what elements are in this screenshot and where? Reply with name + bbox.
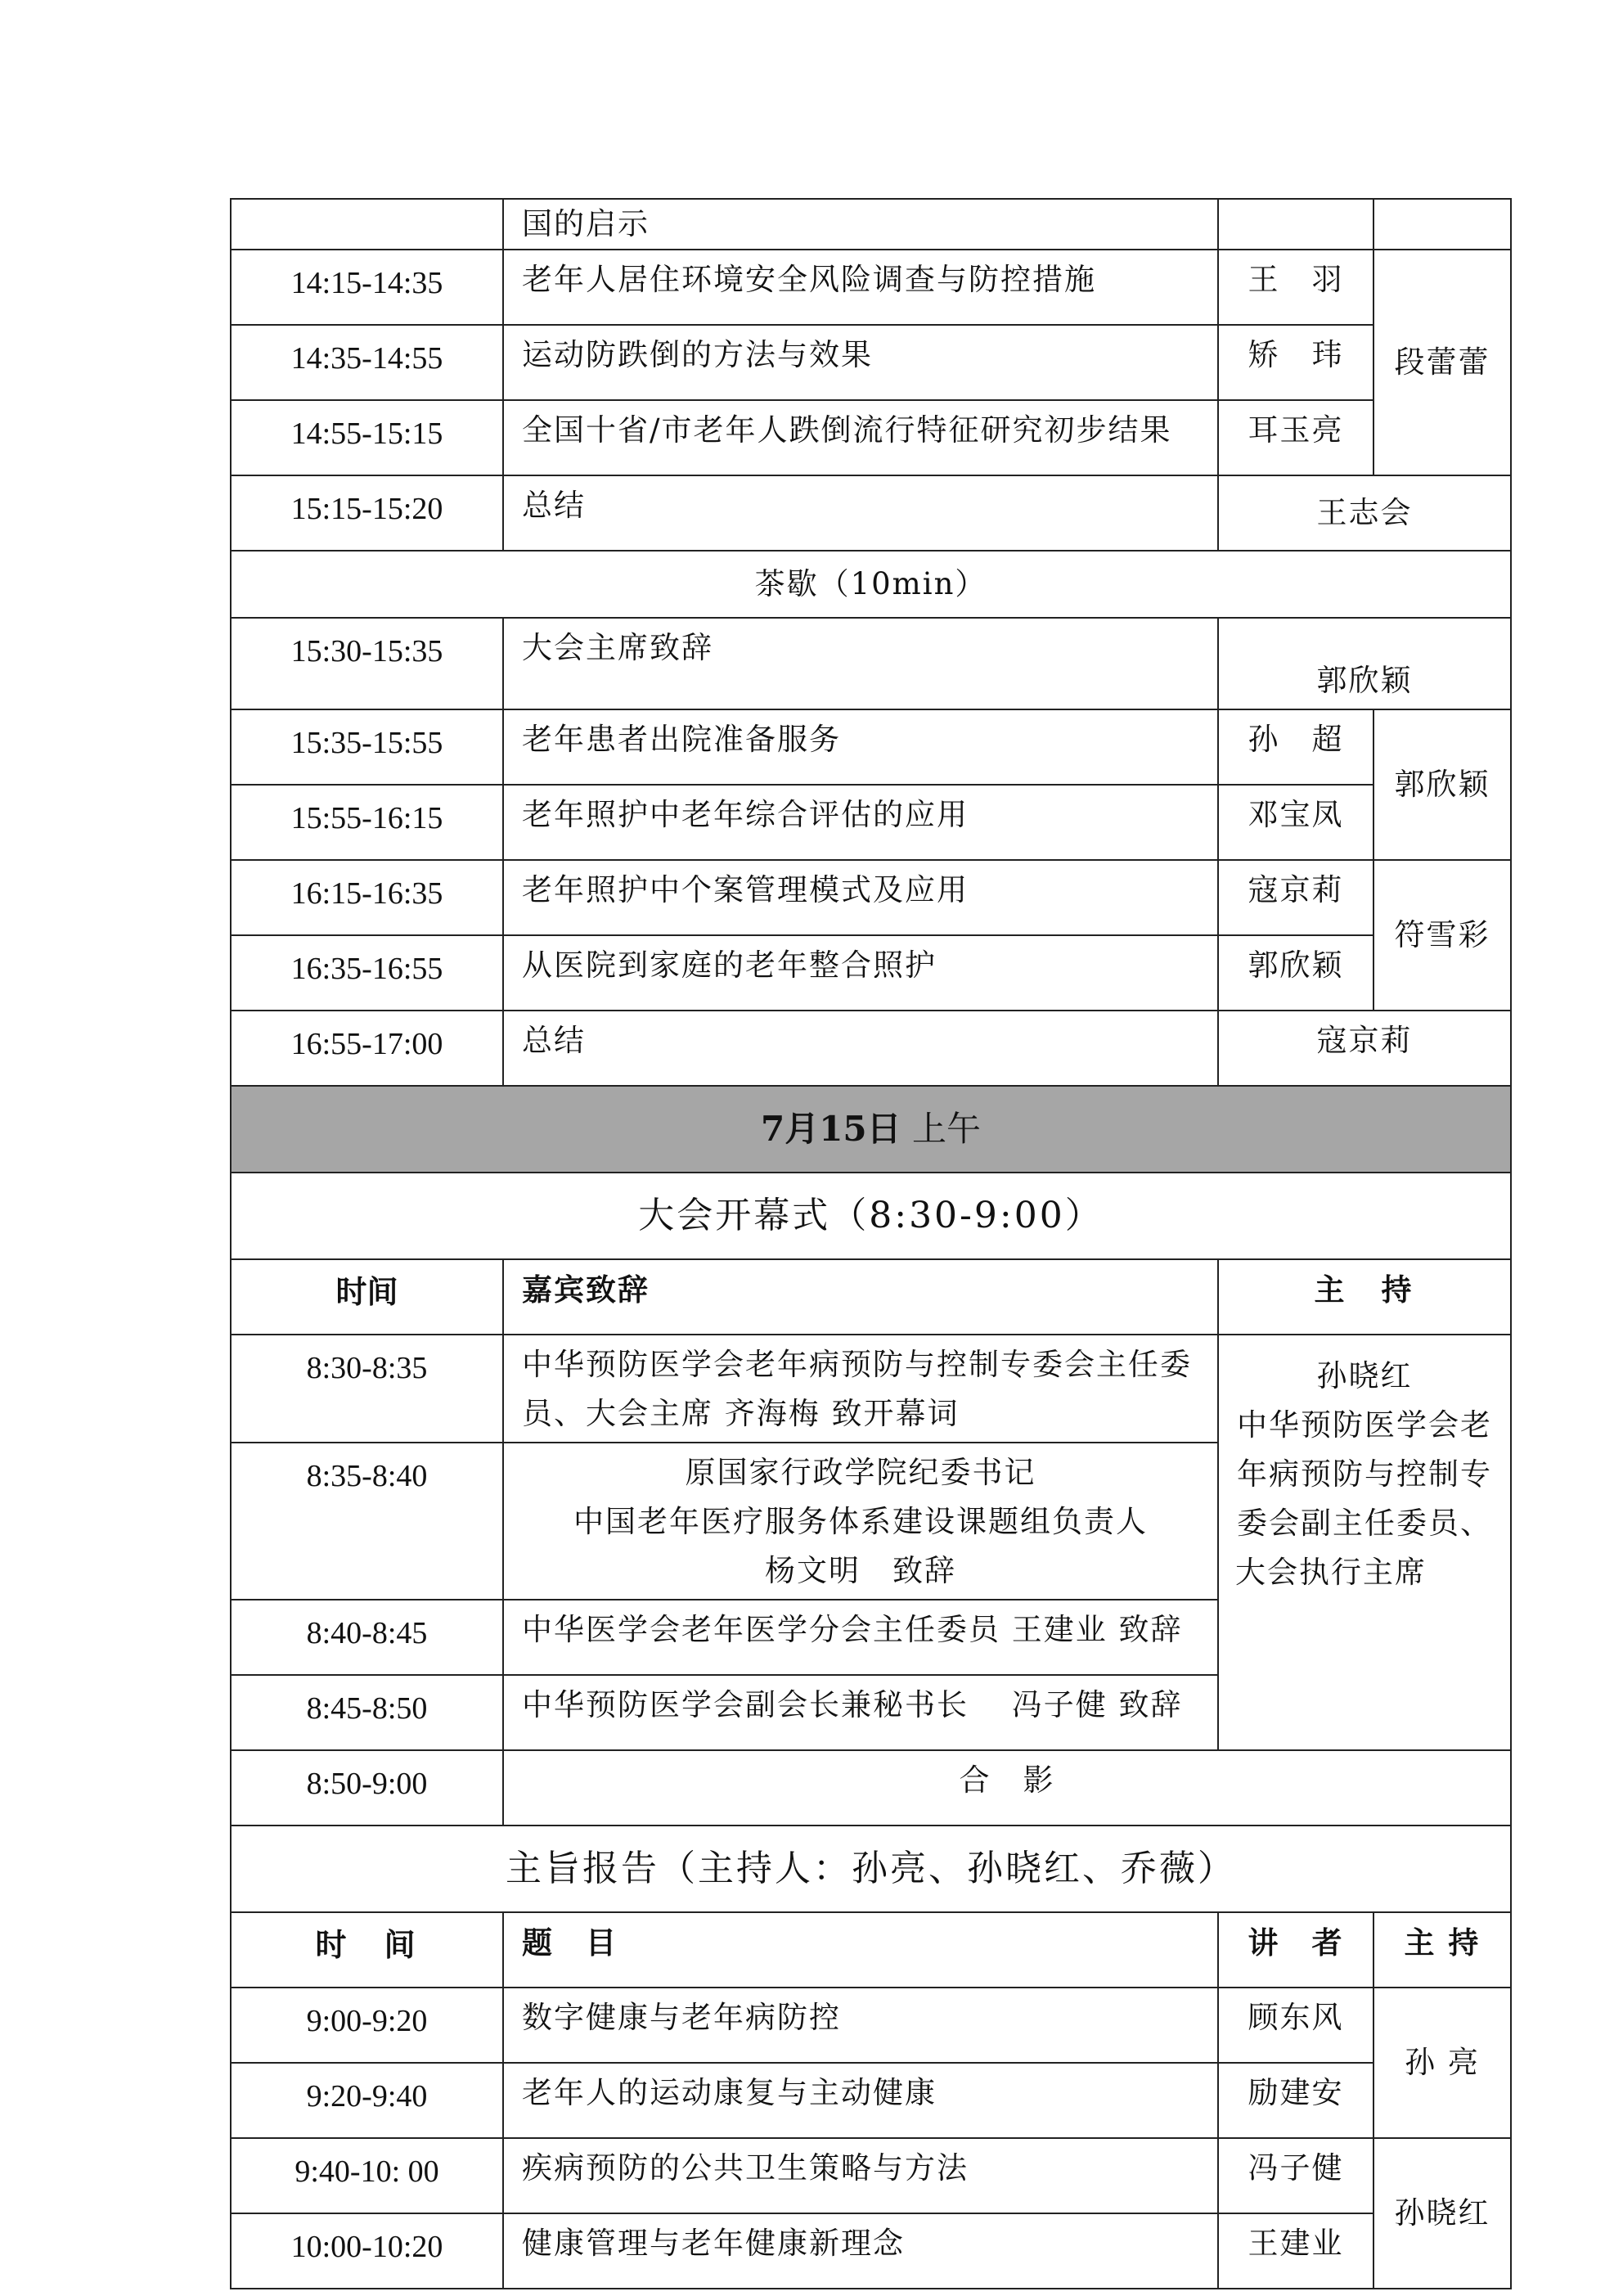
table-row: [231, 618, 1511, 709]
host-cell: 寇京莉: [1218, 1011, 1511, 1086]
col-header-time: 时 间: [231, 1912, 503, 1988]
topic-cell: 老年人的运动康复与主动健康: [503, 2063, 1218, 2138]
speaker-cell: 孙 超: [1218, 709, 1373, 785]
photo-cell: 合 影: [503, 1750, 1511, 1826]
speaker-cell: 矫 玮: [1218, 325, 1373, 400]
header-row: [231, 1912, 1511, 1988]
table-row: [231, 400, 1511, 475]
time-cell: 15:15-15:20: [231, 475, 503, 551]
time-cell: 14:35-14:55: [231, 325, 503, 400]
col-header-topic: 题 目: [503, 1912, 1218, 1988]
time-cell: 14:15-14:35: [231, 250, 503, 325]
opening-host-cell: [1218, 1335, 1511, 1750]
topic-cell: 总结: [503, 475, 1218, 551]
host-line: 孙晓红: [1316, 1358, 1413, 1393]
host-cell: 郭欣颖: [1218, 618, 1511, 709]
time-cell: 9:00-9:20: [231, 1988, 503, 2063]
host-cell: [1373, 199, 1511, 250]
tea-break: 茶歇（10min）: [231, 551, 1511, 618]
speech-line: 杨文明 致辞: [765, 1553, 956, 1588]
topic-cell: 老年患者出院准备服务: [503, 709, 1218, 785]
col-header-speech: 嘉宾致辞: [503, 1259, 1218, 1335]
time-cell: 16:55-17:00: [231, 1011, 503, 1086]
topic-cell: 大会主席致辞: [503, 618, 1218, 709]
speaker-cell: 寇京莉: [1218, 860, 1373, 935]
time-cell: [231, 199, 503, 250]
host-cell: 孙 亮: [1373, 1988, 1511, 2138]
table-row: [231, 1011, 1511, 1086]
table-row: [231, 1750, 1511, 1826]
table-row: [231, 1335, 1511, 1443]
time-cell: 8:45-8:50: [231, 1675, 503, 1750]
time-cell: 9:20-9:40: [231, 2063, 503, 2138]
topic-cell: 老年人居住环境安全风险调查与防控措施: [503, 250, 1218, 325]
host-line: 年病预防与控制专: [1237, 1456, 1492, 1492]
speaker-cell: 郭欣颖: [1218, 935, 1373, 1011]
table-row: [231, 250, 1511, 325]
host-line: 大会执行主席: [1235, 1555, 1427, 1590]
speaker-cell: 邓宝凤: [1218, 785, 1373, 860]
time-cell: 8:30-8:35: [231, 1335, 503, 1443]
table-row: [231, 935, 1511, 1011]
schedule-document: [230, 198, 1510, 2289]
time-cell: 15:55-16:15: [231, 785, 503, 860]
day-date: 7月15日: [760, 1109, 901, 1149]
host-cell: 符雪彩: [1373, 860, 1511, 1011]
table-row: [231, 709, 1511, 785]
speaker-cell: 顾东风: [1218, 1988, 1373, 2063]
day-heading: [231, 1086, 1511, 1173]
topic-cell: 数字健康与老年病防控: [503, 1988, 1218, 2063]
host-cell: 孙晓红: [1373, 2138, 1511, 2289]
time-cell: 15:30-15:35: [231, 618, 503, 709]
table-row: [231, 860, 1511, 935]
time-cell: 16:15-16:35: [231, 860, 503, 935]
table-row: [231, 475, 1511, 551]
speech-cell: 中华预防医学会副会长兼秘书长 冯子健 致辞: [503, 1675, 1218, 1750]
time-cell: 8:40-8:45: [231, 1600, 503, 1675]
time-cell: 8:50-9:00: [231, 1750, 503, 1826]
time-cell: 10:00-10:20: [231, 2213, 503, 2289]
time-cell: 14:55-15:15: [231, 400, 503, 475]
topic-cell: 总结: [503, 1011, 1218, 1086]
col-header-host: 主 持: [1218, 1259, 1511, 1335]
topic-cell: 运动防跌倒的方法与效果: [503, 325, 1218, 400]
topic-cell: 老年照护中老年综合评估的应用: [503, 785, 1218, 860]
time-cell: 9:40-10: 00: [231, 2138, 503, 2213]
topic-cell: 从医院到家庭的老年整合照护: [503, 935, 1218, 1011]
speech-line: 原国家行政学院纪委书记: [685, 1455, 1036, 1490]
day-period: 上午: [901, 1109, 982, 1149]
speech-cell: [503, 1335, 1218, 1443]
opening-title: 大会开幕式（8:30-9:00）: [231, 1173, 1511, 1259]
topic-cell: 疾病预防的公共卫生策略与方法: [503, 2138, 1218, 2213]
table-row: [231, 2213, 1511, 2289]
speaker-cell: 王建业: [1218, 2213, 1373, 2289]
speech-line: 员、大会主席 齐海梅 致开幕词: [522, 1396, 960, 1431]
table-row: [231, 2138, 1511, 2213]
table-row: [231, 2063, 1511, 2138]
header-row: [231, 1259, 1511, 1335]
table-row: [231, 1988, 1511, 2063]
time-cell: 8:35-8:40: [231, 1443, 503, 1600]
section-title-row: [231, 1826, 1511, 1912]
host-line: 中华预防医学会老: [1237, 1407, 1492, 1443]
host-cell: 王志会: [1218, 475, 1511, 551]
section-title-row: [231, 1173, 1511, 1259]
table-row: [231, 551, 1511, 618]
col-header-speaker: 讲 者: [1218, 1912, 1373, 1988]
schedule-table: [230, 198, 1512, 2289]
keynote-title: 主旨报告（主持人：孙亮、孙晓红、乔薇）: [231, 1826, 1511, 1912]
speaker-cell: 耳玉亮: [1218, 400, 1373, 475]
speech-cell: [503, 1443, 1218, 1600]
table-row: [231, 325, 1511, 400]
speaker-cell: [1218, 199, 1373, 250]
host-cell: 段蕾蕾: [1373, 250, 1511, 475]
table-row: [231, 785, 1511, 860]
speaker-cell: 励建安: [1218, 2063, 1373, 2138]
time-cell: 16:35-16:55: [231, 935, 503, 1011]
topic-cell: 健康管理与老年健康新理念: [503, 2213, 1218, 2289]
host-line: 委会副主任委员、: [1237, 1506, 1492, 1541]
table-row: [231, 199, 1511, 250]
topic-cell: 老年照护中个案管理模式及应用: [503, 860, 1218, 935]
speech-line: 中华预防医学会老年病预防与控制专委会主任委: [522, 1347, 1192, 1382]
speaker-cell: 王 羽: [1218, 250, 1373, 325]
day-heading-row: [231, 1086, 1511, 1173]
speech-line: 中国老年医疗服务体系建设课题组负责人: [573, 1504, 1148, 1539]
topic-cell: 全国十省/市老年人跌倒流行特征研究初步结果: [503, 400, 1218, 475]
speech-cell: 中华医学会老年医学分会主任委员 王建业 致辞: [503, 1600, 1218, 1675]
time-cell: 15:35-15:55: [231, 709, 503, 785]
col-header-time: 时间: [231, 1259, 503, 1335]
host-cell: 郭欣颖: [1373, 709, 1511, 860]
topic-cell: 国的启示: [503, 199, 1218, 250]
speaker-cell: 冯子健: [1218, 2138, 1373, 2213]
col-header-host: 主 持: [1373, 1912, 1511, 1988]
